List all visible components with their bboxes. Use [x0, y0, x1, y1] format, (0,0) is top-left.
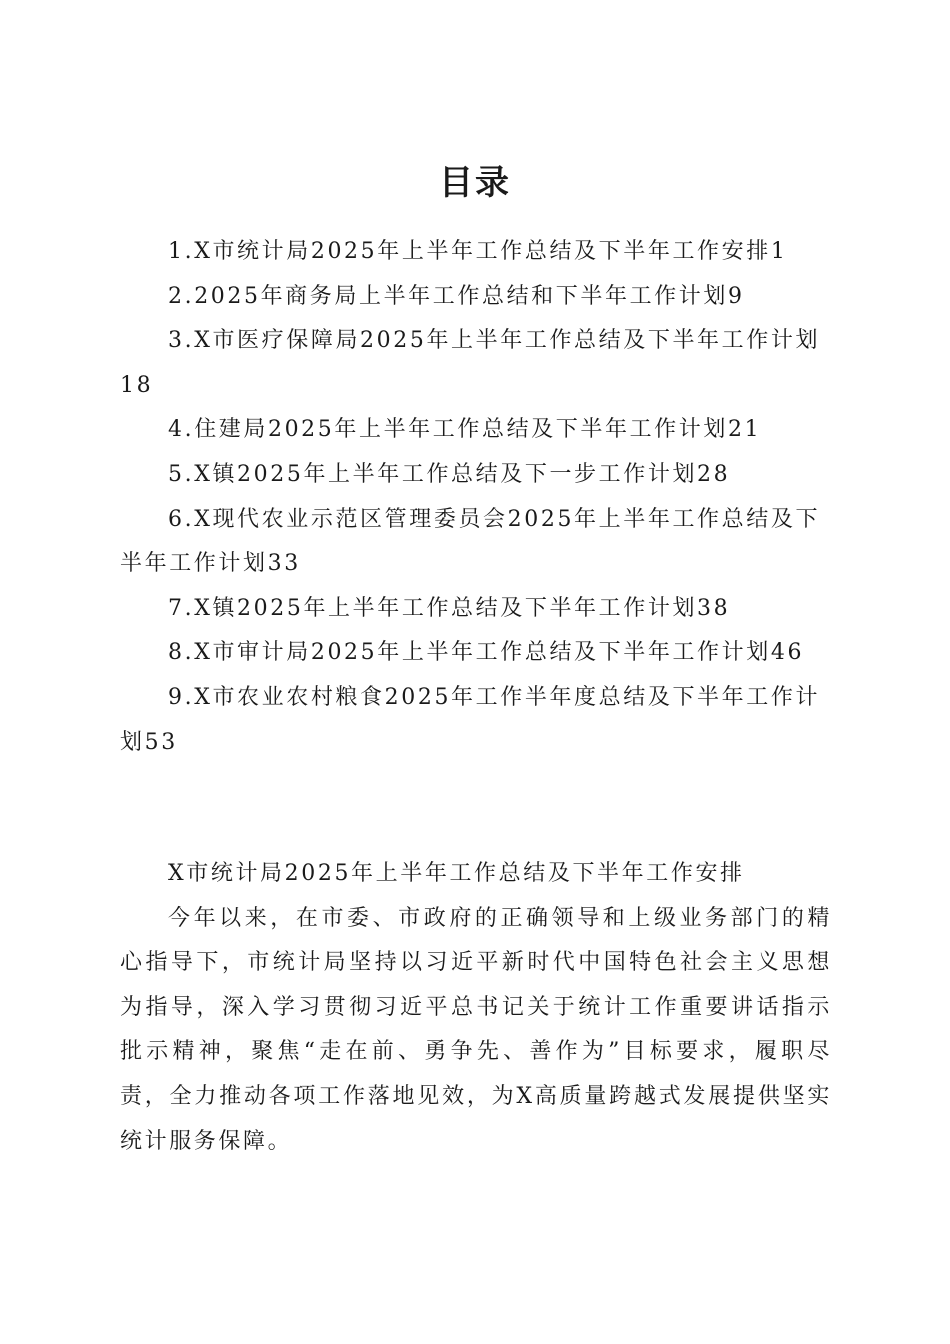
toc-item-1[interactable]: 1.X市统计局2025年上半年工作总结及下半年工作安排1: [168, 239, 788, 264]
toc-item-5[interactable]: 5.X镇2025年上半年工作总结及下一步工作计划28: [168, 461, 731, 487]
toc-item-9[interactable]: 9.X市农业农村粮食2025年工作半年度总结及下半年工作计划53: [120, 684, 821, 755]
article-section: [120, 852, 832, 1164]
toc-item-6[interactable]: 6.X现代农业示范区管理委员会2025年上半年工作总结及下半年工作计划33: [120, 506, 821, 577]
toc-item-8[interactable]: 8.X市审计局2025年上半年工作总结及下半年工作计划46: [168, 640, 805, 666]
article-paragraph: 今年以来，在市委、市政府的正确领导和上级业务部门的精心指导下，市统计局坚持以习近平新时代中国特色社会主义思想为指导，深入学习贯彻习近平总书记关于统计工作重要讲话指示批示精神，聚焦“走在前、勇争先、善作为”目标要求，履职尽责，全力推动各项工作落地见效，为X高质量跨越式发展提供坚实统计服务保障。: [120, 905, 832, 1154]
toc-item-2[interactable]: 2.2025年商务局上半年工作总结和下半年工作计划9: [168, 283, 745, 309]
toc-list: [120, 230, 830, 765]
toc-item-4[interactable]: 4.住建局2025年上半年工作总结及下半年工作计划21: [168, 417, 762, 443]
toc-item-7[interactable]: 7.X镇2025年上半年工作总结及下半年工作计划38: [168, 595, 731, 621]
toc-title: 目录: [439, 162, 511, 203]
article-title: X市统计局2025年上半年工作总结及下半年工作安排: [168, 861, 745, 886]
toc-item-3[interactable]: 3.X市医疗保障局2025年上半年工作总结及下半年工作计划18: [120, 328, 821, 398]
